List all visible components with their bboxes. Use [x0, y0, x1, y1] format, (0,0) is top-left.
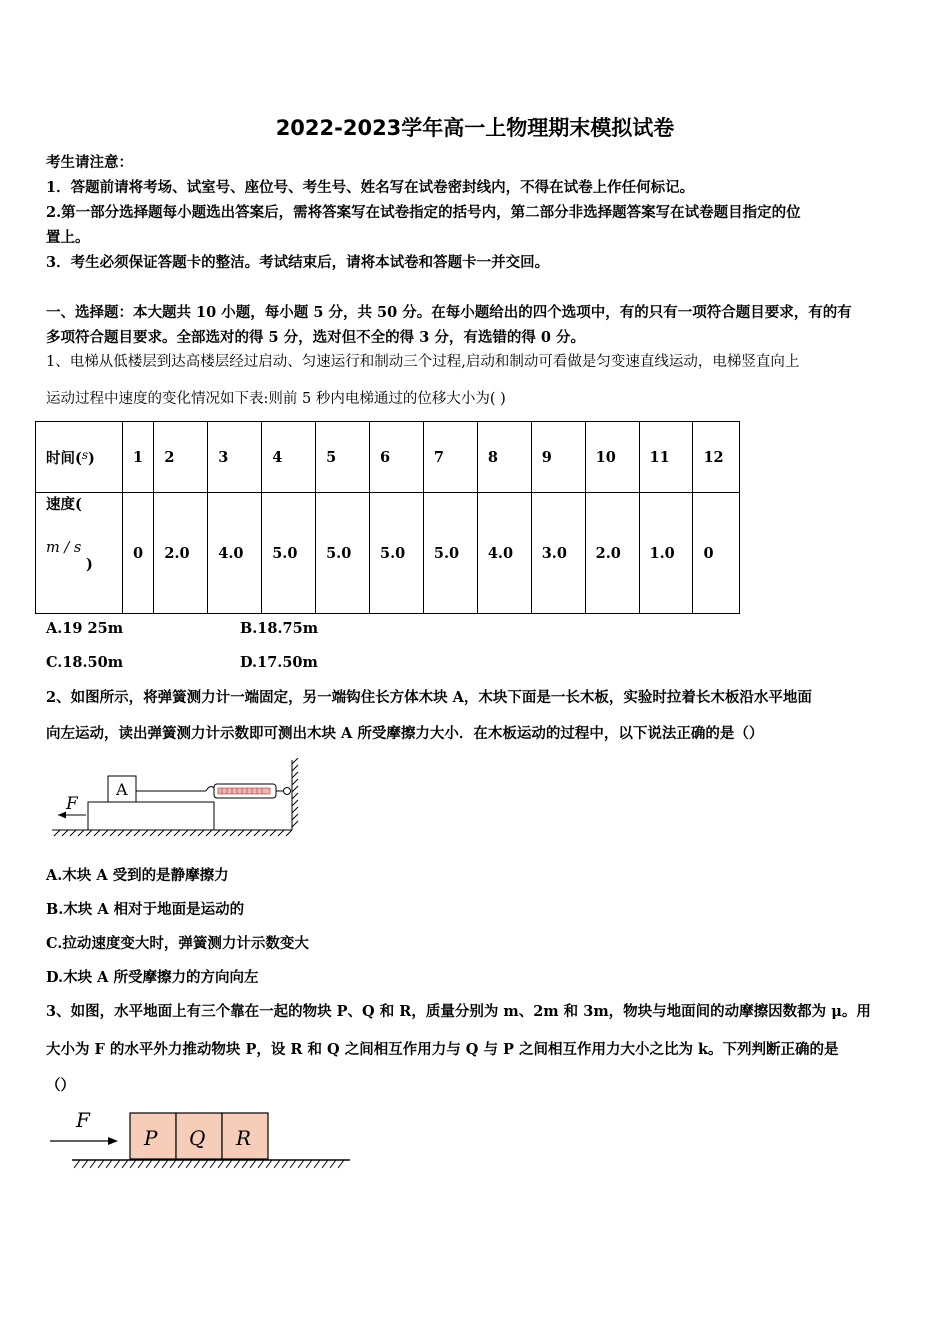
notice-item-2: 2.第一部分选择题每小题选出答案后，需将答案写在试卷指定的括号内，第二部分非选择题答案写在试卷题目指定的位 — [46, 204, 801, 221]
speed-header-cell — [36, 493, 123, 614]
time-label: 时间( — [46, 449, 82, 467]
force-f-label: F — [66, 794, 78, 814]
time-cell: 6 — [370, 422, 424, 493]
time-cell: 3 — [208, 422, 262, 493]
speed-cell: 2.0 — [585, 493, 639, 614]
q1-stem-line1: 1、电梯从低楼层到达高楼层经过启动、匀速运行和制动三个过程,启动和制动可看做是匀变速直线运动，电梯竖直向上 — [46, 354, 800, 370]
notice-item-2-cont: 置上。 — [46, 229, 90, 246]
q2-option-b: B.木块 A 相对于地面是运动的 — [46, 901, 245, 918]
speed-cell: 1.0 — [639, 493, 693, 614]
speed-row — [36, 493, 740, 614]
q1-option-a: A.19 25m — [46, 620, 124, 637]
speed-label: 速度( — [46, 496, 82, 513]
ground — [52, 830, 292, 836]
q3-force-arrow — [50, 1137, 118, 1145]
speed-table — [35, 421, 740, 614]
time-cell: 8 — [477, 422, 531, 493]
time-cell: 2 — [154, 422, 208, 493]
q2-stem-line1: 2、如图所示，将弹簧测力计一端固定，另一端钩住长方体木块 A，木块下面是一长木板，实验时拉着长木板沿水平地面 — [46, 689, 812, 706]
q3-force-label: F — [76, 1108, 90, 1132]
q3-stem-line2: 大小为 F 的水平外力推动物块 P，设 R 和 Q 之间相互作用力与 Q 与 P 之间相互作用力大小之比为 k。下列判断正确的是 — [46, 1041, 839, 1058]
speed-cell: 4.0 — [477, 493, 531, 614]
section1-intro-line1: 一、选择题：本大题共 10 小题，每小题 5 分，共 50 分。在每小题给出的四个选项中，有的只有一项符合题目要求，有的有 — [46, 304, 852, 321]
speed-close: ) — [86, 556, 93, 573]
time-cell: 1 — [123, 422, 154, 493]
wall — [292, 758, 298, 830]
block-a-label: A — [116, 780, 128, 799]
time-cell: 11 — [639, 422, 693, 493]
time-close: ) — [88, 449, 95, 467]
time-cell: 7 — [423, 422, 477, 493]
notice-item-3: 3．考生必须保证答题卡的整洁。考试结束后，请将本试卷和答题卡一并交回。 — [46, 254, 550, 271]
time-cell: 5 — [316, 422, 370, 493]
speed-cell: 5.0 — [316, 493, 370, 614]
speed-cell: 5.0 — [423, 493, 477, 614]
time-row — [36, 422, 740, 493]
q2-stem-line2: 向左运动，读出弹簧测力计示数即可测出木块 A 所受摩擦力大小．在木板运动的过程中，以下说法正确的是（） — [46, 725, 764, 742]
q1-option-b: B.18.75m — [240, 620, 319, 637]
long-board — [88, 802, 214, 830]
q2-option-c: C.拉动速度变大时，弹簧测力计示数变大 — [46, 935, 309, 952]
speed-cell: 3.0 — [531, 493, 585, 614]
q3-stem-line3: （） — [46, 1077, 75, 1094]
time-cell: 12 — [693, 422, 740, 493]
time-cell: 9 — [531, 422, 585, 493]
spring-scale — [206, 784, 291, 798]
q1-option-c: C.18.50m — [46, 654, 124, 671]
q2-option-a: A.木块 A 受到的是静摩擦力 — [46, 867, 229, 884]
block-r-label: R — [236, 1126, 252, 1150]
page-title: 2022-2023学年高一上物理期末模拟试卷 — [275, 116, 675, 140]
notice-item-1: 1．答题前请将考场、试室号、座位号、考生号、姓名写在试卷密封线内，不得在试卷上作任何标记。 — [46, 179, 695, 196]
q3-ground — [72, 1160, 350, 1168]
section1-intro-line2: 多项符合题目要求。全部选对的得 5 分，选对但不全的得 3 分，有选错的得 0 分。 — [46, 329, 586, 346]
block-p-label: P — [144, 1126, 158, 1150]
speed-cell: 5.0 — [262, 493, 316, 614]
time-cell: 4 — [262, 422, 316, 493]
time-header-cell — [36, 422, 123, 493]
block-q-label: Q — [189, 1126, 206, 1150]
q1-option-d: D.17.50m — [240, 654, 318, 671]
speed-cell: 5.0 — [370, 493, 424, 614]
speed-cell: 4.0 — [208, 493, 262, 614]
q2-figure — [46, 758, 306, 840]
speed-unit: m / s — [46, 540, 82, 556]
q2-option-d: D.木块 A 所受摩擦力的方向向左 — [46, 969, 259, 986]
q1-stem-line2: 运动过程中速度的变化情况如下表:则前 5 秒内电梯通过的位移大小为( ) — [46, 391, 506, 407]
time-cell: 10 — [585, 422, 639, 493]
speed-cell: 2.0 — [154, 493, 208, 614]
speed-cell: 0 — [693, 493, 740, 614]
speed-cell: 0 — [123, 493, 154, 614]
q3-stem-line1: 3、如图，水平地面上有三个靠在一起的物块 P、Q 和 R，质量分别为 m、2m 和 3m，物块与地面间的动摩擦因数都为 μ。用 — [46, 1003, 871, 1020]
q3-figure — [46, 1105, 356, 1175]
notice-heading: 考生请注意： — [46, 154, 133, 171]
time-unit: s — [81, 447, 89, 462]
